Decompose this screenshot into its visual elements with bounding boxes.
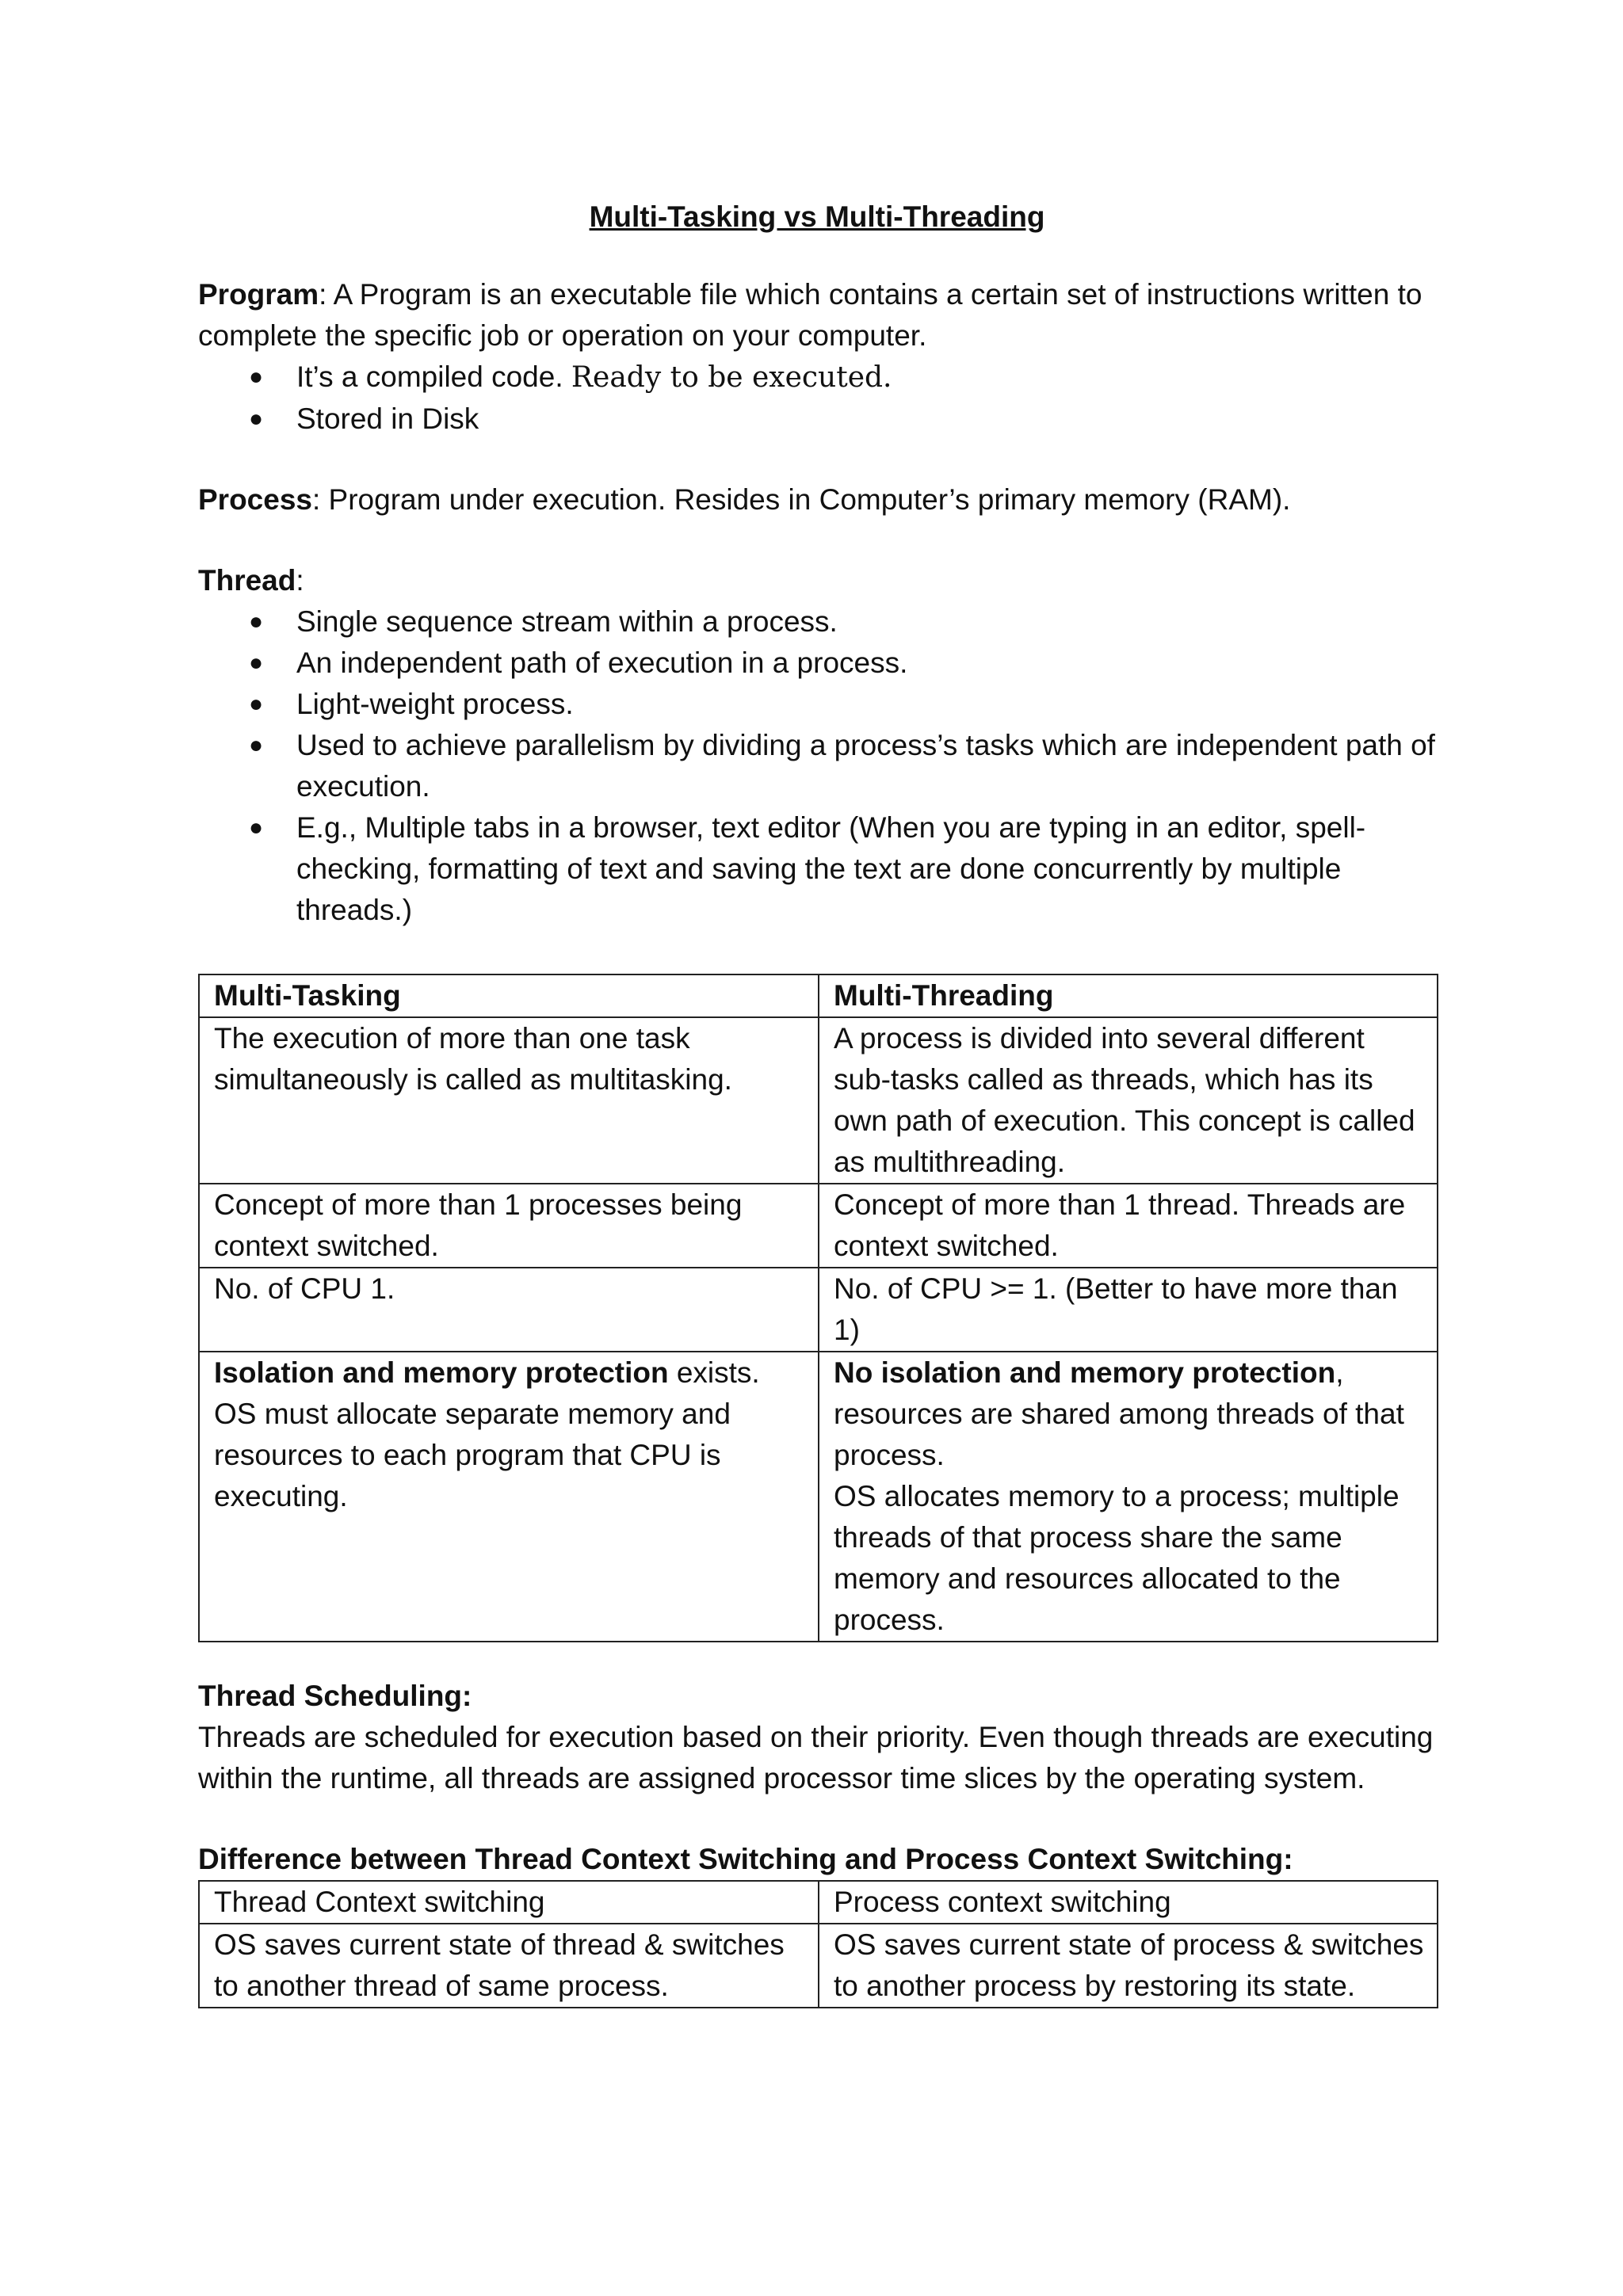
table-row [199, 1924, 1438, 2008]
thread-scheduling-text: Threads are scheduled for execution based on their priority. Even though threads are executing within the runtime, all threads are assigned processor time slices by the operating system. [198, 1721, 1434, 1794]
document-title: Multi-Tasking vs Multi-Threading [589, 200, 1045, 233]
bullet-icon: ● [249, 732, 264, 758]
thread-bullet-text: Used to achieve parallelism by dividing a process’s tasks which are independent path of execution. [296, 729, 1435, 803]
bullet-icon: ● [249, 650, 264, 676]
spacer [198, 440, 1436, 479]
table-row [199, 1017, 1438, 1184]
list-item [249, 601, 1436, 643]
table-header-cell: Thread Context switching [199, 1881, 819, 1924]
thread-heading [198, 560, 1436, 601]
context-switching-heading: Difference between Thread Context Switching and Process Context Switching: [198, 1843, 1293, 1875]
context-switching-table [198, 1880, 1438, 2008]
table-cell-text: exists. OS must allocate separate memory and resources to each program that CPU is executing. [214, 1356, 760, 1512]
program-bullet-serif-text: Ready to be executed. [571, 361, 892, 394]
list-item [249, 807, 1436, 931]
bullet-icon: ● [249, 814, 264, 841]
spacer [198, 521, 1436, 560]
program-bullet-list [198, 357, 1436, 440]
table-cell: OS saves current state of process & switches to another process by restoring its state. [819, 1924, 1438, 2008]
bullet-icon: ● [249, 691, 264, 717]
thread-bullet-list [198, 601, 1436, 931]
table-row [199, 1184, 1438, 1268]
table-header-cell: Multi-Tasking [199, 974, 819, 1017]
table-header-row [199, 974, 1438, 1017]
table-header-cell: Multi-Threading [819, 974, 1438, 1017]
table-cell-bold-text: Isolation and memory protection [214, 1356, 669, 1389]
table-row [199, 1268, 1438, 1352]
thread-scheduling-heading: Thread Scheduling: [198, 1680, 472, 1712]
thread-bullet-text: E.g., Multiple tabs in a browser, text editor (When you are typing in an editor, spell-checking, formatting of text and saving the text are done concurrently by multiple threads.) [296, 811, 1366, 926]
program-paragraph [198, 274, 1436, 357]
list-item [249, 643, 1436, 684]
list-item [249, 725, 1436, 807]
thread-bullet-text: Light-weight process. [296, 688, 574, 720]
process-paragraph [198, 479, 1436, 521]
process-label: Process [198, 483, 312, 516]
document-page [198, 196, 1436, 2008]
table-header-row [199, 1881, 1438, 1924]
program-bullet-text: It’s a compiled code. [296, 360, 571, 393]
thread-suffix: : [296, 564, 304, 597]
table-cell [819, 1352, 1438, 1642]
table-cell: A process is divided into several different sub-tasks called as threads, which has its own path of execution. This concept is called as multithreading. [819, 1017, 1438, 1184]
thread-bullet-text: An independent path of execution in a process. [296, 646, 908, 679]
bullet-icon: ● [249, 406, 264, 432]
list-item [249, 357, 1436, 399]
list-item [249, 684, 1436, 725]
bullet-icon: ● [249, 608, 264, 635]
thread-bullet-text: Single sequence stream within a process. [296, 605, 838, 638]
table-cell-text: OS allocates memory to a process; multiple threads of that process share the same memory and resources allocated to the process. [834, 1480, 1400, 1636]
process-text: : Program under execution. Resides in Computer’s primary memory (RAM). [312, 483, 1291, 516]
multitasking-vs-multithreading-table [198, 974, 1438, 1642]
table-cell: Concept of more than 1 thread. Threads are context switched. [819, 1184, 1438, 1268]
program-bullet-text: Stored in Disk [296, 402, 479, 435]
table-cell: Concept of more than 1 processes being context switched. [199, 1184, 819, 1268]
table-cell [199, 1352, 819, 1642]
program-label: Program [198, 278, 319, 311]
table-header-cell: Process context switching [819, 1881, 1438, 1924]
spacer [198, 1799, 1436, 1839]
table-row [199, 1352, 1438, 1642]
table-cell: OS saves current state of thread & switches to another thread of same process. [199, 1924, 819, 2008]
list-item [249, 399, 1436, 440]
program-text: : A Program is an executable file which contains a certain set of instructions written to complete the specific job or operation on your computer. [198, 278, 1423, 352]
table-cell: No. of CPU >= 1. (Better to have more than 1) [819, 1268, 1438, 1352]
bullet-icon: ● [249, 364, 264, 390]
spacer [198, 1642, 1436, 1676]
thread-label: Thread [198, 564, 296, 597]
table-cell-bold-text: No isolation and memory protection [834, 1356, 1336, 1389]
table-cell: The execution of more than one task simultaneously is called as multitasking. [199, 1017, 819, 1184]
table-cell-text: , resources are shared among threads of that process. [834, 1356, 1404, 1471]
spacer [198, 931, 1436, 974]
table-cell: No. of CPU 1. [199, 1268, 819, 1352]
